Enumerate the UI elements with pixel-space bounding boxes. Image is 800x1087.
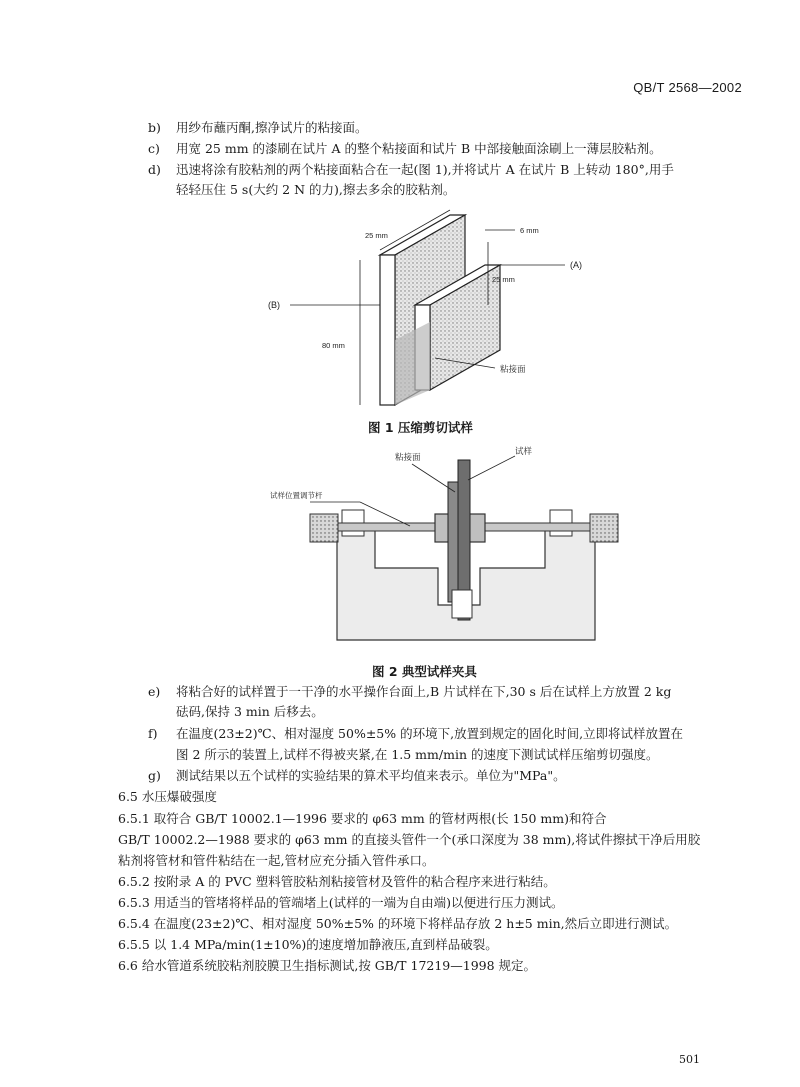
para-6-5-5: 6.5.5 以 1.4 MPa/min(1±10%)的速度增加静液压,直到样品破裂。 (118, 937, 498, 952)
specimen-plate-left (448, 482, 458, 602)
para-6-5-1-line3: 粘剂将管材和管件粘结在一起,管材应充分插入管件承口。 (118, 853, 435, 868)
figure1-diagram (260, 210, 600, 410)
para-6-5-4: 6.5.4 在温度(23±2)℃、相对湿度 50%±5% 的环境下将样品存放 2 h±5 min,然后立即进行测试。 (118, 916, 678, 931)
figure2-caption: 图 2 典型试样夹具 (372, 664, 477, 679)
step-g (148, 767, 566, 785)
bond-surface-label: 粘接面 (500, 364, 526, 374)
dim-length-label: 80 mm (322, 341, 345, 350)
left-knob (310, 514, 338, 542)
section-6-6: 6.6 给水管道系统胶粘剂胶膜卫生指标测试,按 GB/T 17219—1998 规定。 (118, 958, 537, 973)
step-text: 用纱布蘸丙酮,擦净试片的粘接面。 (176, 120, 368, 135)
dim-overlap-label: 25 mm (492, 275, 515, 284)
step-label: g) (148, 768, 161, 783)
step-text: 用宽 25 mm 的漆刷在试片 A 的整个粘接面和试片 B 中部接触面涂刷上一薄层胶粘剂。 (176, 141, 662, 156)
step-e (148, 683, 671, 701)
step-label: b) (148, 120, 161, 135)
label-b: (B) (268, 300, 280, 310)
step-label: d) (148, 162, 161, 177)
step-b (148, 119, 367, 137)
step-f-continuation: 图 2 所示的装置上,试样不得被夹紧,在 1.5 mm/min 的速度下测试试样压缩剪切强度。 (176, 747, 659, 762)
step-label: c) (148, 141, 160, 156)
page-number: 501 (679, 1053, 700, 1066)
figure1-caption: 图 1 压缩剪切试样 (368, 420, 473, 435)
right-knob (590, 514, 618, 542)
step-d-continuation: 轻轻压住 5 s(大约 2 N 的力),擦去多余的胶粘剂。 (176, 182, 456, 197)
fig2-screw-label: 试样位置调节杆 (270, 491, 323, 500)
figure2-diagram (270, 440, 620, 655)
step-e-continuation: 砝码,保持 3 min 后移去。 (176, 704, 324, 719)
step-label: e) (148, 684, 161, 699)
step-d (148, 161, 674, 179)
fig2-bond-label: 粘接面 (395, 452, 421, 462)
step-f (148, 725, 683, 743)
step-c (148, 140, 662, 158)
step-text: 测试结果以五个试样的实验结果的算术平均值来表示。单位为"MPa"。 (176, 768, 566, 783)
para-6-5-2: 6.5.2 按附录 A 的 PVC 塑料管胶粘剂粘接管材及管件的粘合程序来进行粘结。 (118, 874, 556, 889)
section-6-5-heading: 6.5 水压爆破强度 (118, 789, 217, 804)
step-text: 将粘合好的试样置于一干净的水平操作台面上,B 片试样在下,30 s 后在试样上方放置 2 kg (176, 684, 672, 699)
specimen-b-front (380, 255, 395, 405)
para-6-5-3: 6.5.3 用适当的管堵将样品的管端堵上(试样的一端为自由端)以便进行压力测试。 (118, 895, 564, 910)
specimen-foot (452, 590, 472, 618)
para-6-5-1-line2: GB/T 10002.2—1988 要求的 φ63 mm 的直接头管件一个(承口深度为 38 mm),将试件擦拭干净后用胶 (118, 832, 701, 847)
para-6-5-1-line1: 6.5.1 取符合 GB/T 10002.1—1996 要求的 φ63 mm 的管材两根(长 150 mm)和符合 (118, 811, 607, 826)
standard-code: QB/T 2568—2002 (633, 80, 742, 95)
step-label: f) (148, 726, 158, 741)
step-text: 迅速将涂有胶粘剂的两个粘接面粘合在一起(图 1),并将试片 A 在试片 B 上转动 180°,用手 (176, 162, 674, 177)
step-text: 在温度(23±2)℃、相对湿度 50%±5% 的环境下,放置到规定的固化时间,立即将试样放置在 (176, 726, 684, 741)
dim-width-label: 25 mm (365, 231, 388, 240)
fig2-specimen-label: 试样 (515, 446, 533, 456)
label-a: (A) (570, 260, 582, 270)
dim-thickness-label: 6 mm (520, 226, 539, 235)
